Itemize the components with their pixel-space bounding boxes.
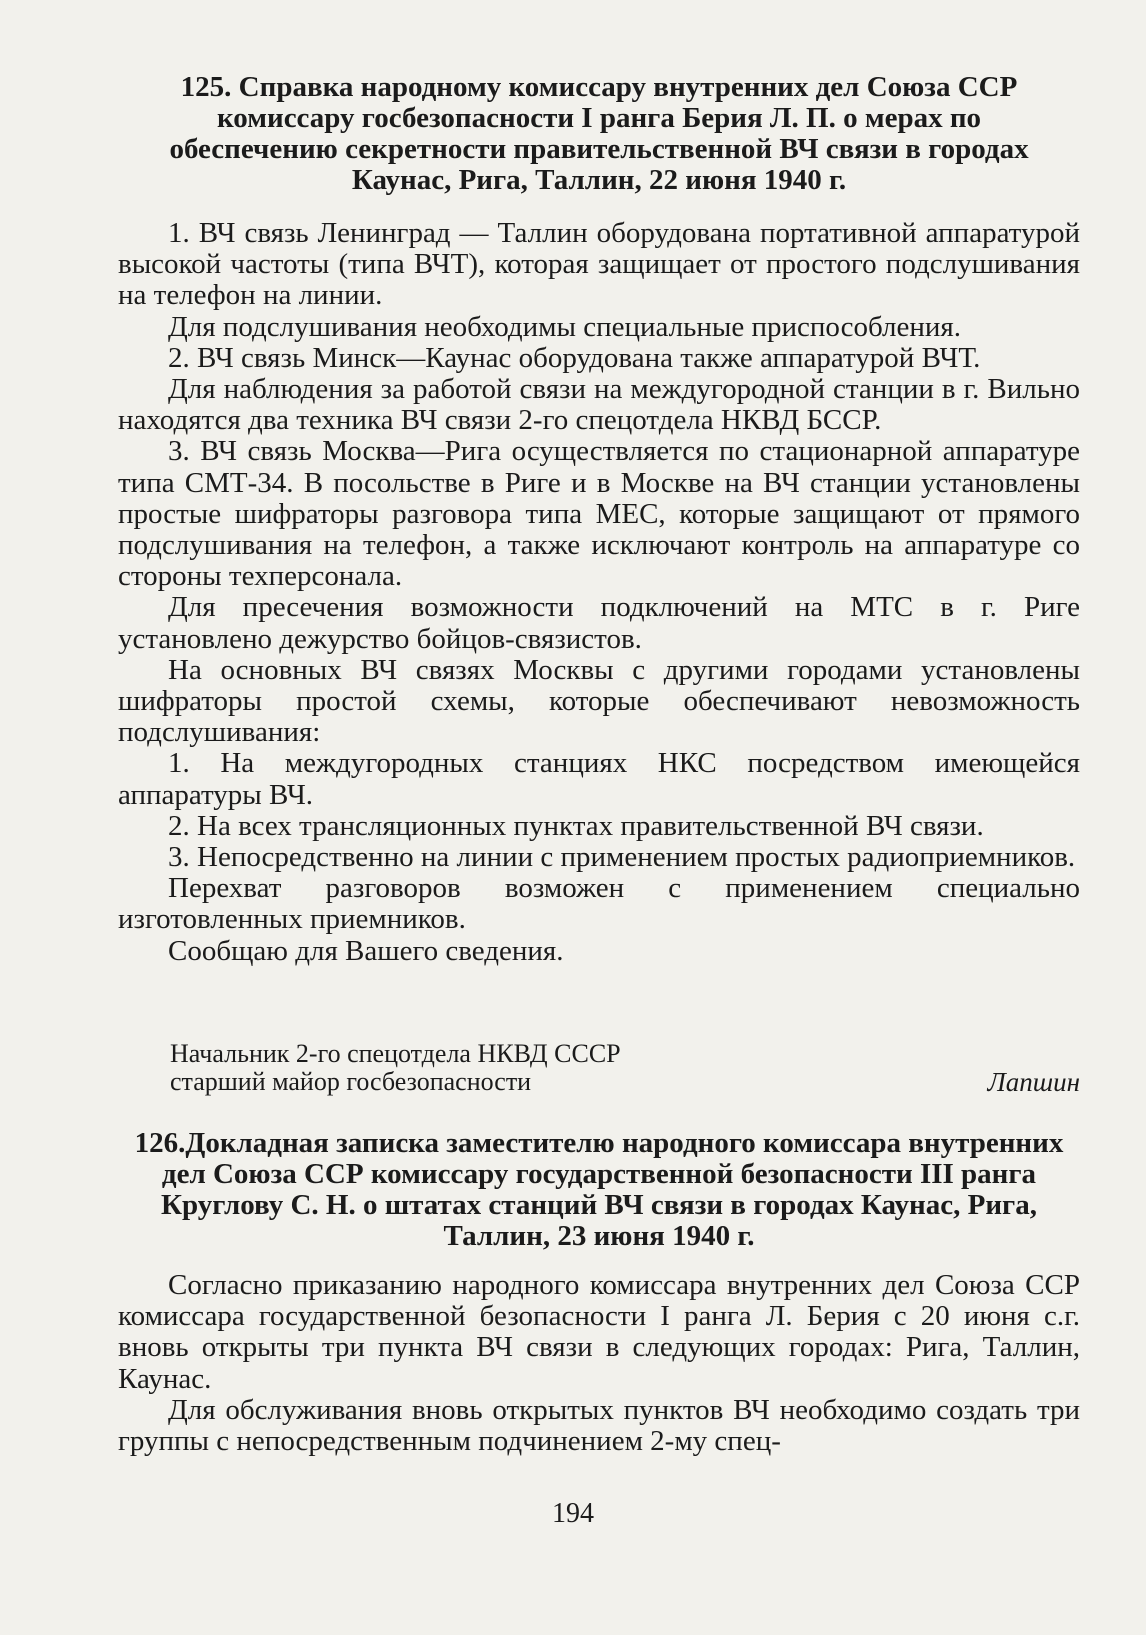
doc126-heading-block xyxy=(118,1128,1080,1252)
doc125-paragraph-9: 2. На всех трансляционных пунктах правительственной ВЧ связи. xyxy=(168,809,984,842)
doc125-paragraph-5: 3. ВЧ связь Москва—Рига осуществляется по стационарной аппаратуре типа СМТ-34. В посольстве в Риге и в Москве на ВЧ станции установлены простые шифраторы разговора типа МЕС, которые защищают от прямого подслушивания на телефон, а также исключают контроль на аппаратуре со стороны техперсонала. xyxy=(118,435,1080,593)
doc125-paragraph-4: Для наблюдения за работой связи на междугородной станции в г. Вильно находятся два техника ВЧ связи 2-го спецотдела НКВД БССР. xyxy=(118,373,1080,437)
signature-name: Лапшин xyxy=(987,1067,1080,1097)
doc125-paragraph-2: Для подслушивания необходимы специальные приспособления. xyxy=(168,310,962,343)
doc126-paragraph-1: Согласно приказанию народного комиссара внутренних дел Союза ССР комиссара государственной безопасности I ранга Л. Берия с 20 июня с.г. вновь открыты три пункта ВЧ связи в следующих городах: Рига, Таллин, Каунас. xyxy=(118,1269,1080,1395)
doc125-heading: 125. Справка народному комиссару внутренних дел Союза ССР комиссару госбезопасности I ранга Берия Л. П. о мерах по обеспечению секретности правительственной ВЧ связи в городах Каунас, Рига, Таллин, 22 июня 1940 г. xyxy=(169,71,1029,196)
doc126-body xyxy=(118,1270,1080,1457)
doc126-heading: 126.Докладная записка заместителю народного комиссара внутренних дел Союза ССР комиссару государственной безопасности III ранга Круглову С. Н. о штатах станций ВЧ связи в городах Каунас, Рига, Таллин, 23 июня 1940 г. xyxy=(134,1127,1064,1252)
signature-rank: старший майор госбезопасности xyxy=(170,1067,532,1096)
doc125-paragraph-8: 1. На междугородных станциях НКС посредством имеющейся аппаратуры ВЧ. xyxy=(118,747,1080,811)
doc125-paragraph-3: 2. ВЧ связь Минск—Каунас оборудована также аппаратурой ВЧТ. xyxy=(168,341,981,374)
doc125-body xyxy=(118,218,1080,967)
doc126-paragraph-2: Для обслуживания вновь открытых пунктов ВЧ необходимо создать три группы с непосредственным подчинением 2-му спец- xyxy=(118,1393,1080,1458)
doc125-paragraph-11: Перехват разговоров возможен с применением специально изготовленных приемников. xyxy=(118,872,1080,936)
doc125-paragraph-1: 1. ВЧ связь Ленинград — Таллин оборудована портативной аппаратурой высокой частоты (типа ВЧТ), которая защищает от простого подслушивания на телефон на линии. xyxy=(118,217,1080,312)
doc125-paragraph-7: На основных ВЧ связях Москвы с другими городами установлены шифраторы простой схемы, которые обеспечивают невозможность подслушивания: xyxy=(118,653,1080,749)
doc125-paragraph-12: Сообщаю для Вашего сведения. xyxy=(168,934,564,967)
page-number: 194 xyxy=(552,1498,594,1529)
signature-position: Начальник 2-го спецотдела НКВД СССР xyxy=(170,1039,621,1068)
doc125-paragraph-10: 3. Непосредственно на линии с применением простых радиоприемников. xyxy=(168,841,1076,874)
doc125-heading-block xyxy=(118,72,1080,196)
doc125-paragraph-6: Для пресечения возможности подключений на МТС в г. Риге установлено дежурство бойцов-связистов. xyxy=(118,591,1080,655)
doc125-signature xyxy=(170,1040,1080,1096)
